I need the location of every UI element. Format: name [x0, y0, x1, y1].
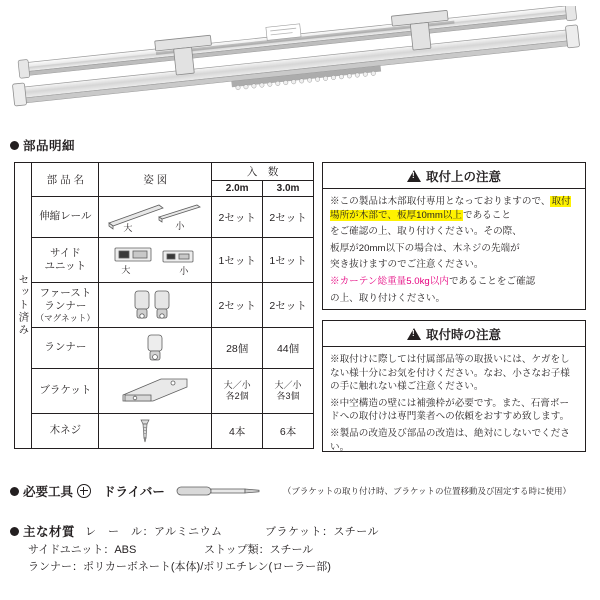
material-row-1-right: ブラケット：スチール — [265, 526, 380, 538]
install-warning-body — [323, 189, 585, 305]
install-warning-title-bar — [323, 163, 585, 189]
warning-triangle-icon — [407, 328, 421, 340]
timing-warning-body — [323, 347, 585, 454]
part-name — [32, 238, 99, 283]
header-size-2m: 2.0m — [212, 181, 263, 197]
part-name-sub: （マグネット） — [35, 312, 96, 323]
part-figure — [99, 283, 212, 328]
parts-table — [14, 162, 314, 449]
header-part-name: 部 品 名 — [32, 163, 99, 197]
bullet-icon — [10, 527, 19, 536]
count-3m-line1: 大／小 — [274, 380, 302, 391]
table-row — [15, 414, 314, 449]
plus-circle-icon — [77, 484, 91, 498]
timing-warning-p3: ※製品の改造及び部品の改造は、絶対にしないでください。 — [330, 428, 570, 453]
parts-detail-heading-label: 部品明細 — [23, 139, 76, 153]
header-count: 入 数 — [212, 163, 314, 181]
tool-name: ドライバー — [103, 485, 165, 499]
count-2m: 1セット — [212, 238, 263, 283]
install-warning-line6: の上、取り付けください。 — [330, 292, 446, 304]
part-figure — [99, 328, 212, 369]
figure-label-large: 大 — [123, 223, 133, 233]
required-tools-section — [10, 482, 571, 500]
bullet-icon — [10, 487, 19, 496]
part-name-line1: サイド — [49, 246, 81, 259]
materials-heading: 主な材質 — [23, 525, 76, 539]
part-figure — [99, 369, 212, 414]
part-name: ブラケット — [32, 369, 99, 414]
install-warning-title: 取付上の注意 — [425, 169, 501, 184]
install-warning-line4: 突き抜けますのでご注意ください。 — [330, 259, 484, 271]
count-3m — [263, 369, 314, 414]
bullet-icon — [10, 141, 19, 150]
table-row — [15, 283, 314, 328]
timing-warning-p2: ※中空構造の壁には補強枠が必要です。また、石膏ボードへの取付けは専門業者への依頼をおすすめ致します。 — [330, 397, 570, 423]
count-2m-line2: 各2個 — [225, 391, 249, 401]
install-warning-line5 — [330, 275, 578, 289]
header-size-3m: 3.0m — [263, 181, 314, 197]
part-figure — [99, 238, 212, 283]
material-row — [28, 542, 495, 559]
count-3m: 44個 — [263, 328, 314, 369]
product-photo — [8, 6, 592, 124]
count-2m: 28個 — [212, 328, 263, 369]
warning-triangle-icon — [407, 170, 421, 182]
tools-note: （ブラケットの取り付け時、ブラケットの位置移動及び固定する時に使用） — [282, 486, 572, 496]
count-2m — [212, 369, 263, 414]
part-name: 木ネジ — [32, 414, 99, 449]
table-row — [15, 197, 314, 238]
material-row-3-left: ランナー：ポリカーボネート(本体)/ポリエチレン(ローラー部) — [28, 561, 331, 574]
table-side-label: セット済み — [17, 274, 30, 337]
count-3m: 2セット — [263, 197, 314, 238]
install-warning-line2: をご確認の上、取り付けください。その際、 — [330, 226, 522, 238]
table-row — [15, 238, 314, 283]
count-3m: 6本 — [263, 414, 314, 449]
timing-warning-p1: ※取付けに際しては付属部品等の取扱いには、ケガをしない様十分にお気を付けください。なお、小さなお子様の手に触れない様ご注意ください。 — [330, 354, 570, 393]
table-header-row — [15, 163, 314, 181]
install-warning-line3: 板厚が20mm以下の場合は、木ネジの先端が — [330, 242, 520, 254]
install-warning-box — [322, 162, 586, 310]
install-warning-line1 — [330, 195, 578, 222]
table-row — [15, 369, 314, 414]
material-row-1-left: レ ー ル：アルミニウム — [85, 526, 223, 538]
materials-section — [10, 522, 495, 576]
header-figure: 姿 図 — [99, 163, 212, 197]
screwdriver-icon — [175, 483, 271, 499]
figure-label-small: 小 — [175, 221, 185, 231]
material-row-2-right: ストップ類：スチール — [204, 544, 314, 556]
table-row — [15, 328, 314, 369]
count-2m: 2セット — [212, 197, 263, 238]
count-2m: 2セット — [212, 283, 263, 328]
part-name: ランナー — [32, 328, 99, 369]
table-side-label-cell — [15, 163, 32, 449]
install-warning-line5-b: であることをご確認 — [448, 276, 536, 288]
material-row — [28, 559, 495, 576]
install-warning-weight-limit: ※カーテン総重量5.0kg以内 — [330, 276, 449, 288]
figure-label-large: 大 — [121, 265, 131, 275]
required-tools-heading: 必要工具 — [23, 485, 74, 499]
count-2m: 4本 — [212, 414, 263, 449]
part-name-line2: ユニット — [44, 260, 87, 272]
count-2m-line1: 大／小 — [223, 380, 251, 391]
install-warning-line1-b: であること — [463, 209, 511, 221]
parts-detail-heading — [10, 136, 75, 154]
figure-label-small: 小 — [179, 266, 189, 276]
timing-warning-title: 取付時の注意 — [425, 327, 501, 342]
part-name-line2: ランナー — [44, 299, 87, 312]
materials-heading-row — [10, 522, 495, 540]
materials-list — [28, 542, 495, 576]
part-name — [32, 283, 99, 328]
part-name-line1: ファースト — [39, 286, 92, 299]
part-figure — [99, 414, 212, 449]
part-figure — [99, 197, 212, 238]
install-warning-highlight: 取付場所が木部で、板厚10mm以上 — [330, 196, 571, 221]
timing-warning-box — [322, 320, 586, 452]
count-3m: 2セット — [263, 283, 314, 328]
parts-table-wrapper — [14, 162, 314, 449]
part-name: 伸縮レール — [32, 197, 99, 238]
count-3m: 1セット — [263, 238, 314, 283]
install-warning-line1-a: ※この製品は木部取付専用となっておりますので、 — [330, 196, 551, 207]
timing-warning-title-bar — [323, 321, 585, 347]
count-3m-line2: 各3個 — [276, 391, 300, 401]
material-row-2-left: サイドユニット：ABS — [28, 544, 137, 556]
